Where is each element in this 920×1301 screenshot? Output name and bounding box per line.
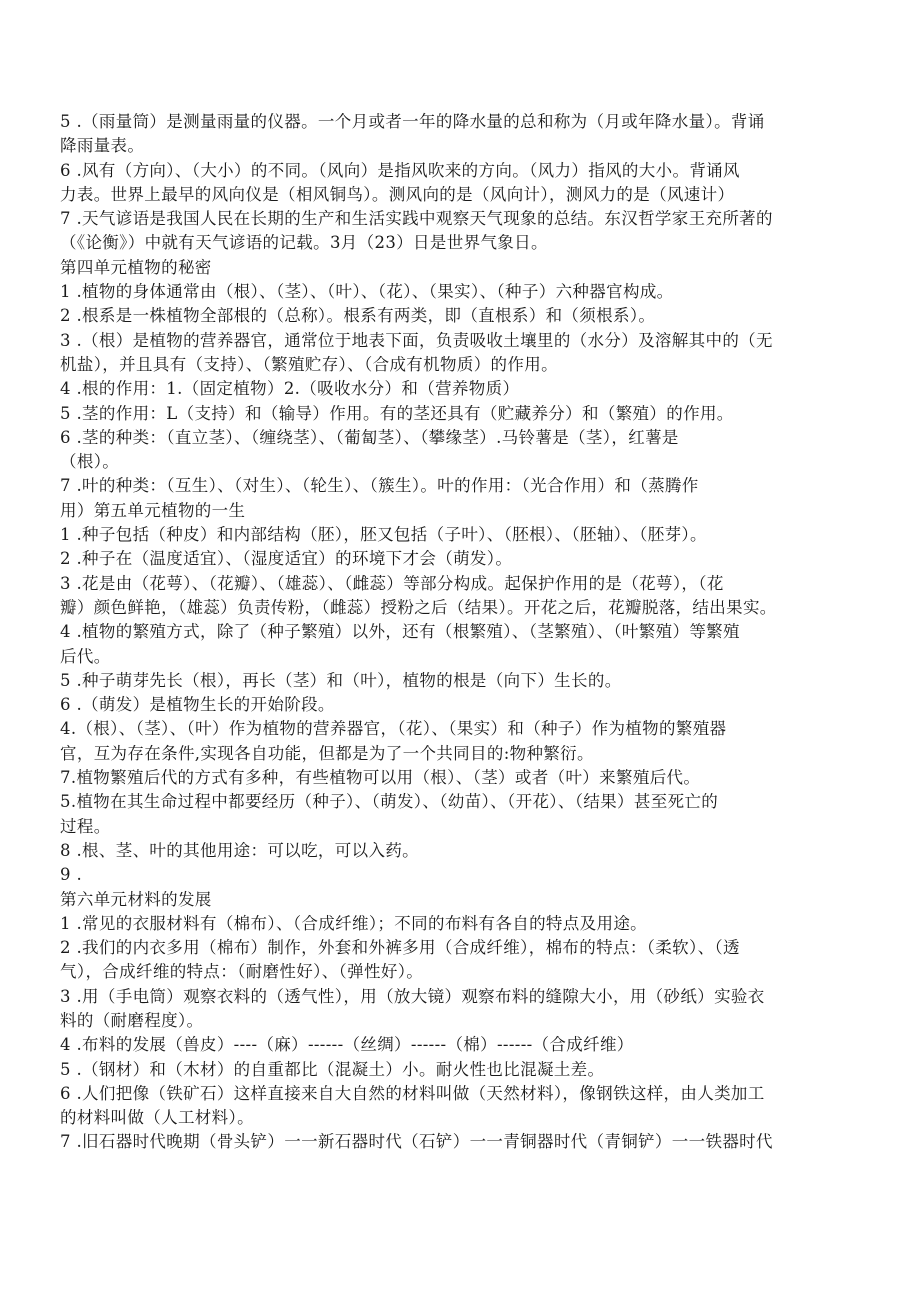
text-line: 5 .茎的作用：L（支持）和（输导）作用。有的茎还具有（贮藏养分）和（繁殖）的作用。: [60, 403, 734, 423]
text-line: 气），合成纤维的特点：（耐磨性好）、（弹性好）。: [60, 962, 424, 982]
text-line: 的材料叫做（人工材料）。: [60, 1108, 254, 1128]
text-line: 5 .种子萌芽先长（根），再长（茎）和（叶），植物的根是（向下）生长的。: [60, 670, 622, 690]
text-line: 4 .植物的繁殖方式，除了（种子繁殖）以外，还有（根繁殖）、（茎繁殖）、（叶繁殖）等繁殖: [60, 622, 740, 642]
text-line: 5.植物在其生命过程中都要经历（种子）、（萌发）、（幼苗）、（开花）、（结果）甚至死亡的: [60, 792, 719, 812]
text-line: 7 .叶的种类：（互生）、（对生）、（轮生）、（簇生）。叶的作用：（光合作用）和（蒸腾作: [60, 476, 699, 496]
text-line: 官，互为存在条件,实现各自功能，但都是为了一个共同目的:物种繁衍。: [60, 743, 594, 763]
text-line: 6 .（萌发）是植物生长的开始阶段。: [60, 695, 335, 715]
text-line: 7 .天气谚语是我国人民在长期的生产和生活实践中观察天气现象的总结。东汉哲学家王充所著的: [60, 209, 773, 229]
text-line: 力表。世界上最早的风向仪是（相风铜鸟）。测风向的是（风向计），测风力的是（风速计）: [60, 184, 735, 204]
text-line: 3 .用（手电筒）观察衣料的（透气性），用（放大镜）观察布料的缝隙大小，用（砂纸）实验衣: [60, 986, 765, 1006]
text-line: 6 .人们把像（铁矿石）这样直接来自大自然的材料叫做（天然材料），像钢铁这样，由人类加工: [60, 1083, 765, 1103]
document-body: [60, 110, 880, 1155]
text-line: 5 .（雨量筒）是测量雨量的仪器。一个月或者一年的降水量的总和称为（月或年降水量）。背诵: [60, 112, 765, 131]
text-line: 9 .: [60, 865, 83, 885]
text-line: 料的（耐磨程度）。: [60, 1010, 204, 1030]
text-line: 4.（根）、（茎）、（叶）作为植物的营养器官，（花）、（果实）和（种子）作为植物的繁殖器: [60, 719, 727, 739]
text-line: 降雨量表。: [60, 136, 145, 156]
text-line: 机盐），并且具有（支持）、（繁殖贮存）、（合成有机物质）的作用。: [60, 354, 558, 374]
text-line: 1 .植物的身体通常由（根）、（茎）、（叶）、（花）、（果实）、（种子）六种器官构成。: [60, 282, 674, 302]
section-heading: 第六单元材料的发展: [60, 889, 212, 909]
text-line: 2 .根系是一株植物全部根的（总称）。根系有两类，即（直根系）和（须根系）。: [60, 306, 656, 326]
text-line: （《论衡》）中就有天气谚语的记载。3月（23）日是世界气象日。: [60, 233, 548, 253]
text-line: 2 .种子在（温度适宜）、（湿度适宜）的环境下才会（萌发）。: [60, 549, 513, 569]
text-line: 2 .我们的内衣多用（棉布）制作，外套和外裤多用（合成纤维），棉布的特点：（柔软）、（透: [60, 938, 740, 958]
text-line: 过程。: [60, 816, 111, 836]
text-line: 6 .风有（方向）、（大小）的不同。（风向）是指风吹来的方向。（风力）指风的大小。背诵风: [60, 160, 740, 180]
text-line: （根）。: [60, 452, 120, 472]
text-line: 5 .（钢材）和（木材）的自重都比（混凝土）小。耐火性也比混凝土差。: [60, 1059, 605, 1079]
text-line: 3 .（根）是植物的营养器官，通常位于地表下面，负责吸收土壤里的（水分）及溶解其中的（无: [60, 330, 773, 350]
text-line: 6 .茎的种类：（直立茎）、（缠绕茎）、（葡匐茎）、（攀缘茎）.马铃薯是（茎），红薯是: [60, 427, 679, 447]
text-line: 7.植物繁殖后代的方式有多种，有些植物可以用（根）、（茎）或者（叶）来繁殖后代。: [60, 768, 701, 788]
text-line: 1 .种子包括（种皮）和内部结构（胚），胚又包括（子叶）、（胚根）、（胚轴）、（胚芽）。: [60, 525, 707, 545]
text-line: 用）第五单元植物的一生: [60, 500, 246, 520]
text-line: 4 .根的作用：1.（固定植物）2.（吸收水分）和（营养物质）: [60, 379, 520, 399]
text-line: 3 .花是由（花萼）、（花瓣）、（雄蕊）、（雌蕊）等部分构成。起保护作用的是（花萼），（花: [60, 573, 724, 593]
text-line: 1 .常见的衣服材料有（棉布）、（合成纤维）；不同的布料有各自的特点及用途。: [60, 913, 648, 933]
text-line: 后代。: [60, 646, 111, 666]
text-line: 4 .布料的发展（兽皮）----（麻）------（丝绸）------（棉）------（合成纤维）: [60, 1035, 634, 1055]
text-line: 8 .根、茎、叶的其他用途：可以吃，可以入药。: [60, 840, 420, 860]
text-line: 7 .旧石器时代晚期（骨头铲）一一新石器时代（石铲）一一青铜器时代（青铜铲）一一铁器时代: [60, 1132, 773, 1152]
text-line: 瓣）颜色鲜艳，（雄蕊）负责传粉，（雌蕊）授粉之后（结果）。开花之后，花瓣脱落，结出果实。: [60, 597, 777, 617]
section-heading: 第四单元植物的秘密: [60, 257, 212, 277]
